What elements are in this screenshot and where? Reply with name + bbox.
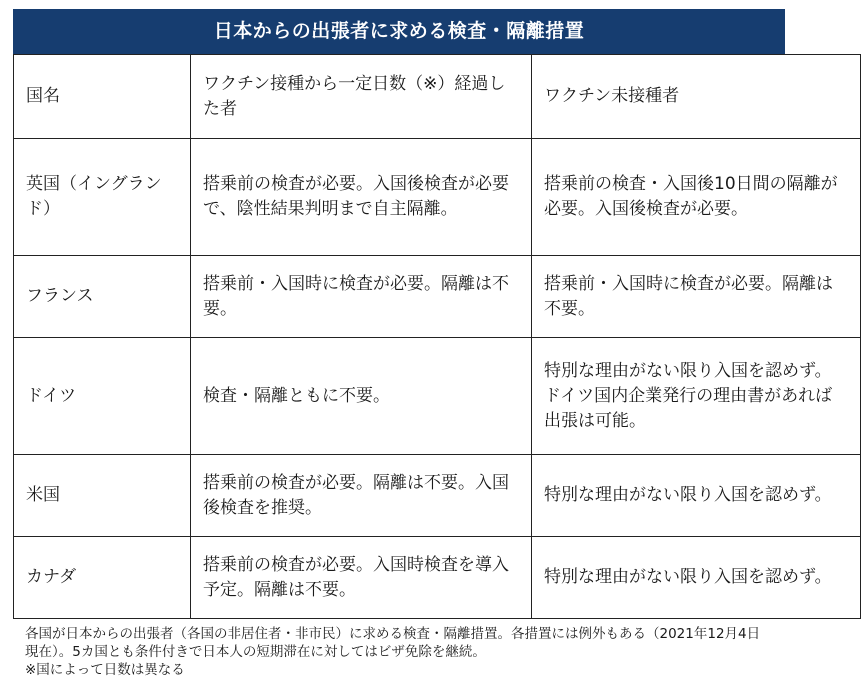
row-country: 米国 bbox=[14, 455, 191, 537]
row-country: 英国（イングランド） bbox=[14, 139, 191, 256]
footnote-asterisk: ※国によって日数は異なる bbox=[25, 662, 185, 678]
measures-table bbox=[13, 54, 861, 619]
row-unvaccinated: 特別な理由がない限り入国を認めず。 bbox=[532, 455, 861, 537]
table-figure bbox=[13, 9, 838, 679]
row-unvaccinated: 特別な理由がない限り入国を認めず。ドイツ国内企業発行の理由書があれば出張は可能。 bbox=[532, 338, 861, 455]
header-vaccinated: ワクチン接種から一定日数（※）経過した者 bbox=[191, 55, 532, 139]
row-vaccinated: 搭乗前の検査が必要。入国時検査を導入予定。隔離は不要。 bbox=[191, 537, 532, 619]
table-title: 日本からの出張者に求める検査・隔離措置 bbox=[13, 9, 785, 54]
table-row bbox=[14, 537, 861, 619]
row-vaccinated: 搭乗前の検査が必要。隔離は不要。入国後検査を推奨。 bbox=[191, 455, 532, 537]
footnote-main: 各国が日本からの出張者（各国の非居住者・非市民）に求める検査・隔離措置。各措置には例外もある（2021年12月4日現在）。5カ国とも条件付きで日本人の短期滞在に対してはビザ免除を継続。 bbox=[25, 626, 761, 660]
row-unvaccinated: 搭乗前の検査・入国後10日間の隔離が必要。入国後検査が必要。 bbox=[532, 139, 861, 256]
table-row bbox=[14, 256, 861, 338]
row-country: ドイツ bbox=[14, 338, 191, 455]
row-unvaccinated: 搭乗前・入国時に検査が必要。隔離は不要。 bbox=[532, 256, 861, 338]
table-row bbox=[14, 139, 861, 256]
row-vaccinated: 搭乗前・入国時に検査が必要。隔離は不要。 bbox=[191, 256, 532, 338]
header-unvaccinated: ワクチン未接種者 bbox=[532, 55, 861, 139]
table-row bbox=[14, 338, 861, 455]
header-country: 国名 bbox=[14, 55, 191, 139]
table-header-row bbox=[14, 55, 861, 139]
footnote bbox=[13, 625, 785, 679]
row-country: フランス bbox=[14, 256, 191, 338]
table-row bbox=[14, 455, 861, 537]
row-vaccinated: 検査・隔離ともに不要。 bbox=[191, 338, 532, 455]
row-unvaccinated: 特別な理由がない限り入国を認めず。 bbox=[532, 537, 861, 619]
row-vaccinated: 搭乗前の検査が必要。入国後検査が必要で、陰性結果判明まで自主隔離。 bbox=[191, 139, 532, 256]
row-country: カナダ bbox=[14, 537, 191, 619]
